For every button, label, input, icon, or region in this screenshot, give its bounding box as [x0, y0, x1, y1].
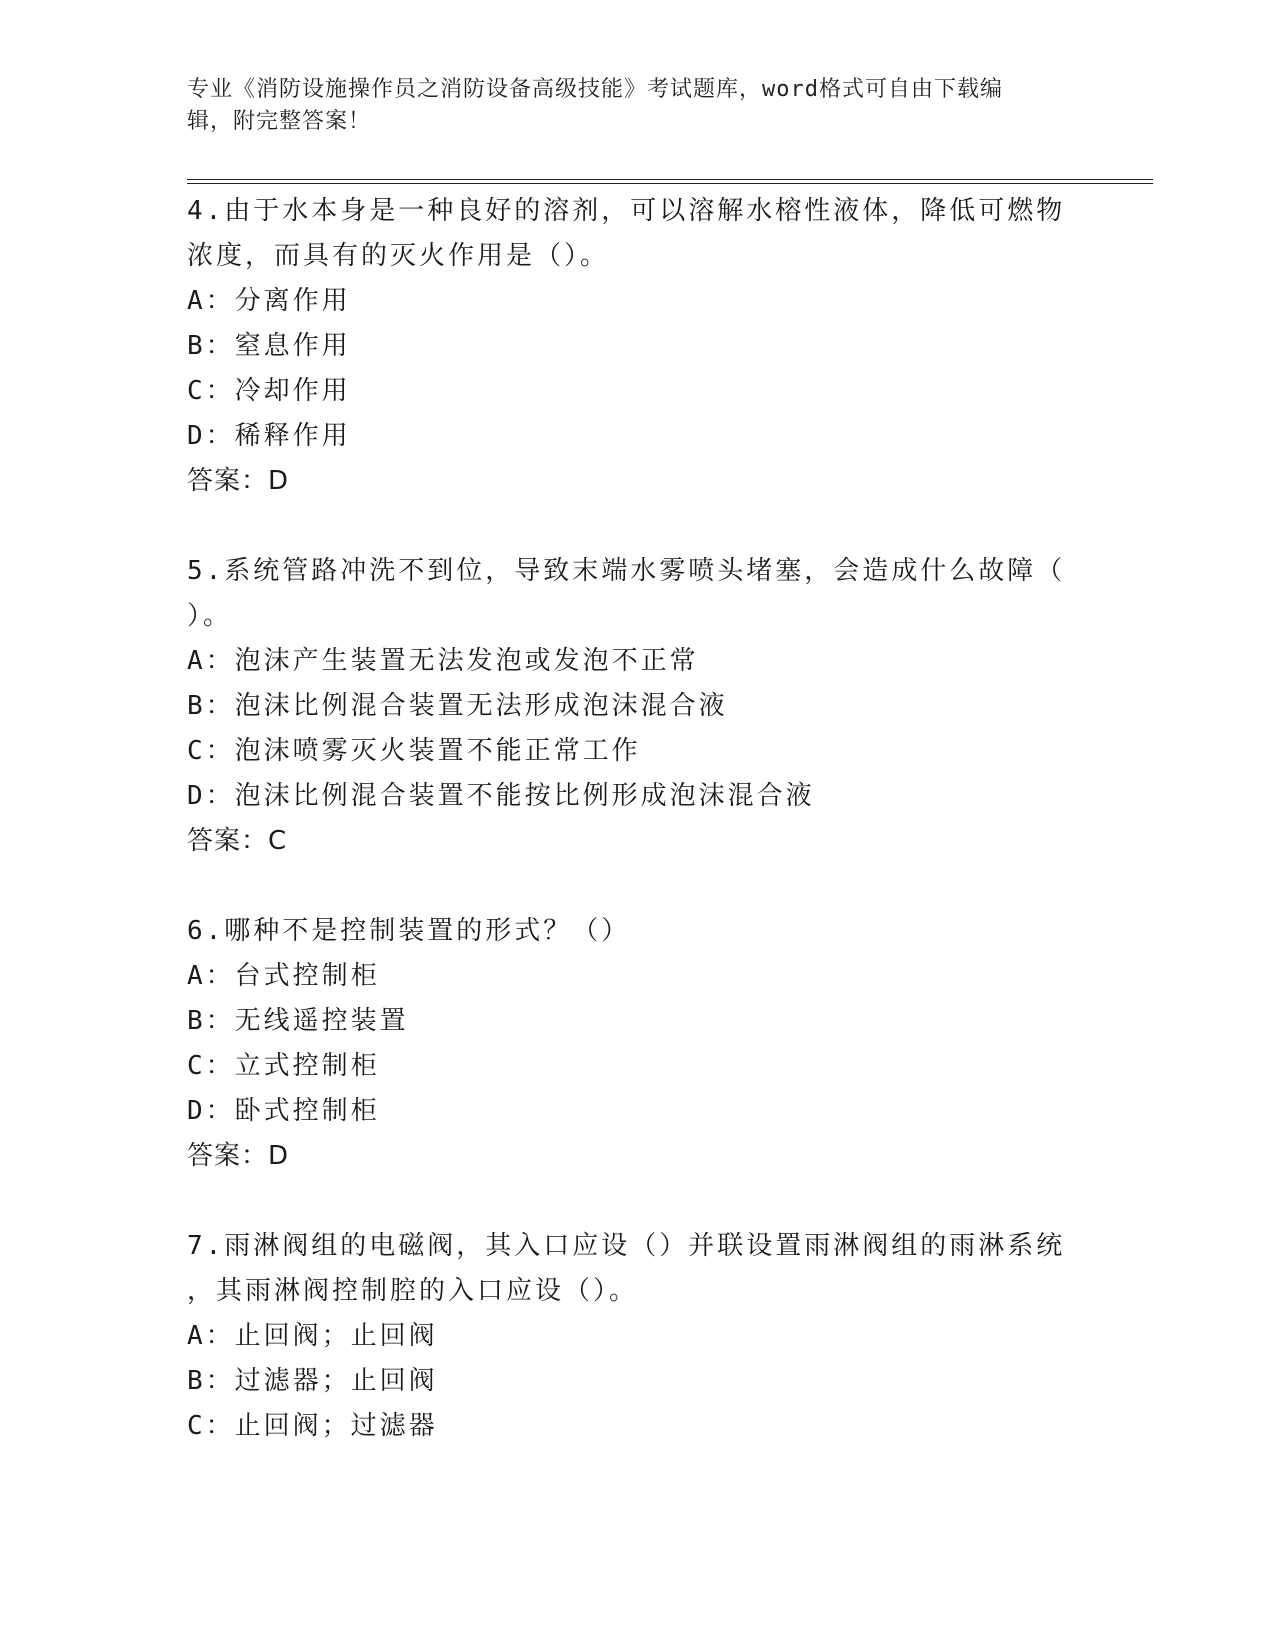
option-a: A：分离作用 — [187, 286, 351, 316]
question-text-line-2: ）。 — [187, 601, 233, 631]
answer: 答案：C — [187, 826, 288, 856]
option-b: B：过滤器；止回阀 — [187, 1366, 438, 1396]
option-d: D：卧式控制柜 — [187, 1096, 380, 1126]
option-d: D：稀释作用 — [187, 421, 351, 451]
question-text-line-1: 5.系统管路冲洗不到位，导致末端水雾喷头堵塞，会造成什么故障（ — [187, 556, 1066, 586]
option-c: C：泡沫喷雾灭火装置不能正常工作 — [187, 736, 641, 766]
question-4 — [187, 189, 1067, 504]
question-list — [187, 189, 1067, 1494]
option-a: A：泡沫产生装置无法发泡或发泡不正常 — [187, 646, 699, 676]
question-7 — [187, 1224, 1067, 1449]
question-5 — [187, 549, 1067, 864]
option-a: A：止回阀；止回阀 — [187, 1321, 438, 1351]
header-divider-bottom — [187, 183, 1153, 184]
question-6 — [187, 909, 1067, 1179]
document-header — [187, 74, 1067, 138]
option-c: C：立式控制柜 — [187, 1051, 380, 1081]
option-b: B：无线遥控装置 — [187, 1006, 409, 1036]
question-text-line-1: 4.由于水本身是一种良好的溶剂，可以溶解水榕性液体，降低可燃物 — [187, 196, 1066, 226]
option-a: A：台式控制柜 — [187, 961, 380, 991]
option-c: C：冷却作用 — [187, 376, 351, 406]
question-text-line-1: 7.雨淋阀组的电磁阀，其入口应设（）并联设置雨淋阀组的雨淋系统 — [187, 1231, 1066, 1261]
header-divider-top — [187, 179, 1153, 180]
question-text-line-2: 浓度，而具有的灭火作用是（）。 — [187, 241, 610, 271]
answer: 答案：D — [187, 1141, 290, 1171]
option-b: B：窒息作用 — [187, 331, 351, 361]
header-line-2: 辑，附完整答案！ — [187, 109, 372, 134]
option-b: B：泡沫比例混合装置无法形成泡沫混合液 — [187, 691, 728, 721]
answer: 答案：D — [187, 466, 290, 496]
option-d: D：泡沫比例混合装置不能按比例形成泡沫混合液 — [187, 781, 815, 811]
question-text-line-1: 6.哪种不是控制装置的形式？（） — [187, 916, 631, 946]
header-line-1: 专业《消防设施操作员之消防设备高级技能》考试题库，word格式可自由下载编 — [187, 77, 1003, 102]
option-c: C：止回阀；过滤器 — [187, 1411, 438, 1441]
question-text-line-2: ，其雨淋阀控制腔的入口应设（）。 — [187, 1276, 639, 1306]
